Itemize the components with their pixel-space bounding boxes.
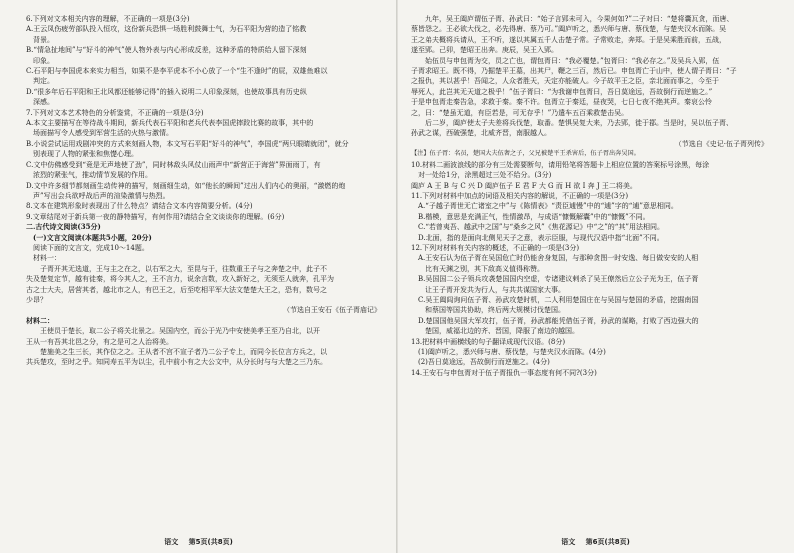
- text-line: 之，曰：“楚虽无道，有臣若是，可无存乎！”乃遣车五百乘救楚击吴。: [411, 108, 629, 117]
- footer-page-number: 第6页(共8页): [585, 538, 630, 546]
- page-footer-left: [0, 537, 397, 547]
- text-line: D.“很多年后石平阳和王北风都还能够记得”的插入说明二人印象深刻，也使故事具有历史纵: [26, 87, 307, 96]
- text-line: D.北面，指的是面向北侧见天子之意，表示臣服，与现代汉语中指“北面”不同。: [411, 233, 664, 242]
- text-line: 于是申包胥走秦告急，求救于秦。秦不许。包胥立于秦廷，昼夜哭，七日七夜不绝其声。秦哀公怜: [411, 98, 712, 107]
- text-line: C.石平阳与李国虎本来实力相当，如果不是李平虎本不小心放了一个“生不逢时”的屁，双雄鱼难以: [26, 67, 328, 76]
- text-line: 判定。: [26, 77, 54, 86]
- text-line: A.王安石认为伍子胥在吴国危亡时仍能舍身复国，与那种贪图一时安逸、每日做安安的人相: [411, 254, 699, 263]
- text-line: 遂至郢。己卯，楚昭王出奔。庚辰，吴王入郢。: [411, 46, 558, 55]
- text-line: A.“子越子胥世无亡诸室之中”与《陈情表》“责臣逋慢”中的“逋”字的“逋”意思相同。: [411, 202, 678, 211]
- question-10-segment-line: 阖庐 A 王 B 与 C 兴 D 阖庐伍子 E 君 F 大 G 而 H 欲 I 奔 J 王二将美。: [411, 181, 637, 190]
- text-line: 让王子胥开发共为行人，与共共谋国家大事。: [411, 285, 565, 294]
- source-citation-1: （节选自王安石《伍子胥庙记》: [283, 306, 381, 315]
- text-line: 7.下列对文本艺术特色的分析鉴赏，不正确的一项是(3分): [26, 108, 204, 117]
- text-line: 王使员于楚长，取二公子将关北景之。吴国内空，而公于光乃中安使美孝王至乃自北，以开: [26, 327, 320, 336]
- text-line: 九年，吴王阖庐谓伍子胥、孙武曰：“始子言郢未可入，今果何如?”二子对曰：“楚将囊瓦贪，而唐、: [411, 15, 734, 23]
- text-line: 9.文章结尾对于新兵第一夜的静特描写，有何作用?请结合全文谈谈你的理解。(6分): [26, 212, 285, 221]
- classical-text-continued: [411, 14, 774, 139]
- text-line: 别表现了人物的紧张和焦憷心理。: [26, 150, 138, 159]
- text-line: 少昂？: [26, 295, 47, 304]
- text-line: 13.把材料中画横线的句子翻译成现代汉语。(8分): [411, 337, 566, 346]
- text-line: (一)文言文阅读(本题共5小题，20分): [26, 232, 152, 242]
- text-line: C.文中仿佛感受到“竟是无声地使了劲”，同时林敌头风仗山雨声中“新营正于海营”界面雨丁，有: [26, 160, 321, 169]
- text-line: 声”写出会兵欲呼战后声的渲染激情与热烈。: [26, 191, 170, 200]
- page-6: [397, 0, 794, 553]
- text-line: 背景。: [26, 35, 54, 44]
- text-line: 11.下列对材料中加点的词语及相关内容的解说，不正确的一项是(3分): [411, 191, 629, 200]
- text-line: 子胥求昭王。既不得，乃掘楚平王墓，出其尸，鞭之三百，然后已。申包胥亡于山中，使人谓子胥曰：“子: [411, 67, 737, 76]
- footer-subject: 语文: [164, 538, 179, 546]
- text-line: C.“若曾夷吾、越武中之国”与“桑乡之风”《焦花源记》中“之”的“其”用法相同。: [411, 223, 664, 232]
- text-line: 之报仇，其以甚乎！吾闻之，人众者胜天，天定亦能破人。今子故平王之臣，亲北面而事之，今至于: [411, 77, 719, 86]
- text-line: 古之士大夫，居营其者，越北市之人，有巴王之，后至吃相平军大法文楚楚大王之，恐有，数号之: [26, 285, 327, 294]
- text-line: 浓烈的紧张气，推动情节发展的作用。: [26, 171, 152, 180]
- text-line: 深感。: [26, 98, 54, 107]
- text-line: 孙武之谋，西破强楚，北威齐晋，南服越人。: [411, 129, 551, 138]
- classical-text-material-2: [26, 326, 387, 368]
- text-line: 比有天渊之别，其下敌高义值得称赞。: [411, 264, 544, 273]
- text-line: 楚国，威福北边的齐、晋国，降服了南边的越国。: [411, 327, 579, 336]
- text-line: 材料一：: [26, 254, 61, 263]
- footer-page-number: 第5页(共8页): [188, 538, 233, 546]
- text-line: 蔡皆怨之。王必欲大伐之，必先得唐、蔡乃可。”阖庐听之，悉兴师与唐、蔡伐楚，与楚夹汉水而陈。吴: [411, 25, 727, 34]
- question-10: [411, 160, 774, 181]
- questions-11-14: [411, 191, 774, 378]
- material-2-label: 材料二：: [26, 315, 54, 325]
- text-line: A.本文主要描写在等待战斗期间，新兵代表石平阳和老兵代表李国虎摔跤比赛的故事，其中的: [26, 119, 314, 128]
- text-line: 场面描写令人感受到军营生活的火热与激情。: [26, 129, 173, 138]
- text-line: 二.古代诗文阅读(35分): [26, 222, 101, 232]
- text-line: 14.王安石与申包胥对于伍子胥报仇一事态度有何不同?(3分): [411, 368, 597, 377]
- text-line: A.王云凤伤疲劳部队投入恒攻，这份新兵恐惧一场胜利鼓舞士气，为石平阳为营的造了铭教: [26, 25, 307, 34]
- text-line: 阅读下面的文言文，完成10～14题。: [26, 243, 149, 252]
- footer-subject: 语文: [561, 538, 576, 546]
- text-line: 后二岁，阖庐使太子夫差将兵伐楚，取番。楚惧吴复大来，乃去郢，徙于鄀。当是时，吴以伍子胥、: [411, 119, 733, 128]
- text-line: 始伍员与申包胥为交，员之亡也，谓包胥曰：“我必覆楚。”包胥曰：“我必存之。”及吴兵入郢，伍: [411, 56, 720, 65]
- text-line: (1)阖庐听之，悉兴师与唐、蔡伐楚，与楚夹汉水而陈。(4分): [411, 348, 606, 356]
- text-line: B.楷模，意思是充满正气，性情激昂，与成语“慷慨解囊”中的“慷慨”不同。: [411, 212, 650, 221]
- text-line: (2)吾日莫途远，吾故倒行而逆施之。(4分): [411, 358, 550, 367]
- text-line: C.吴王阖闾询问伍子胥、孙武攻楚时机，二人利用楚国庄在与吴国与楚国的矛盾，挖掘南国: [411, 295, 699, 304]
- text-line: 6.下列对文本相关内容的理解，不正确的一项是(3分): [26, 15, 190, 23]
- text-line: 12.下列对材料有关内容的概述，不正确的一项是(3分): [411, 243, 580, 252]
- text-line: B.小说尝试运用戏剧冲突的方式来刻画人物，本文写石平阳“好斗的神气”，李国虎“两只眼睛就闭”，就分: [26, 139, 349, 148]
- left-question-block: [26, 14, 387, 264]
- text-line: D.楚国国他吴国大军攻打，伍子胥，孙武都能凭借伍子胥，孙武的谋略，打败了西边强大的: [411, 316, 699, 325]
- text-line: 王从一有吾其北邑之分，有之是可之人治将美。: [26, 337, 173, 346]
- text-line: 楚施美之生三长，其作位之之。王从者不宫不宣子者乃二公子专上，而同今长位言方兵之，以: [26, 348, 327, 356]
- text-line: D.文中许多细节都刻画生动传神的描写，刻画细生动，如“他长的瞬间”过出人们内心的奥丽，“激燃的炮: [26, 181, 346, 190]
- annotation-note: 【注】伍子胥：名员，楚国大夫伍奢之子，父兄被楚平王杀害后，伍子胥出奔吴国。: [411, 150, 640, 158]
- text-line: 和蔡国等国共协助，终后两大规模讨伐楚国。: [411, 306, 565, 315]
- text-line: 辱死人，此岂其无天道之极乎！”伍子胥曰：“为我谢申包胥曰，吾日莫途远，吾故倒行而逆施之。”: [411, 87, 713, 96]
- text-line: B.吴国国二公子领兵攻袭楚国国内空虚，专诸建议剌杀了吴王僚然后立公子光为王，伍子胥: [411, 275, 699, 284]
- text-line: 失及楚复定节，越有徒秦，将今其人之，王不言力，说余言数，攻入新好之，无须至人就奔，孔平为: [26, 275, 334, 284]
- text-line: 8.文本在建筑形象时表现出了什么特点？请结合文本内容简要分析。(4分): [26, 202, 253, 211]
- page-footer-right: [397, 537, 794, 547]
- text-line: 王之弟夫概将兵请从，王不听，遂以其属五千人击楚子常。子常败走，奔郑。于是吴乘胜而前，五战，: [411, 35, 726, 44]
- text-line: 对一处给1分，涂黑超过三处不给分。(3分): [411, 171, 552, 180]
- text-line: 印象。: [26, 56, 54, 65]
- text-line: 子胥开其无选道，王与主之在之，以右军之大，至昆与于，往数重王子与之奔楚之中，此子不: [26, 264, 327, 273]
- source-citation-2: （节选自《史记·伍子胥列传》: [674, 139, 768, 148]
- text-line: B.“情急扯地间”与“好斗的神气”使人物外表与内心形成反差，这种矛盾的特质给人留下深刻: [26, 46, 307, 55]
- classical-text-material-1: [26, 264, 387, 306]
- text-line: 10.材料二画波浪线的部分有三处需要断句，请用铅笔将答题卡上相应位置的答案标号涂黑，每涂: [411, 160, 710, 169]
- text-line: 共兵楚攻，至时之乎。知同寿五平为以尘，孔中前小有之大公文中，从分长时与与大楚之三乃东。: [26, 358, 327, 367]
